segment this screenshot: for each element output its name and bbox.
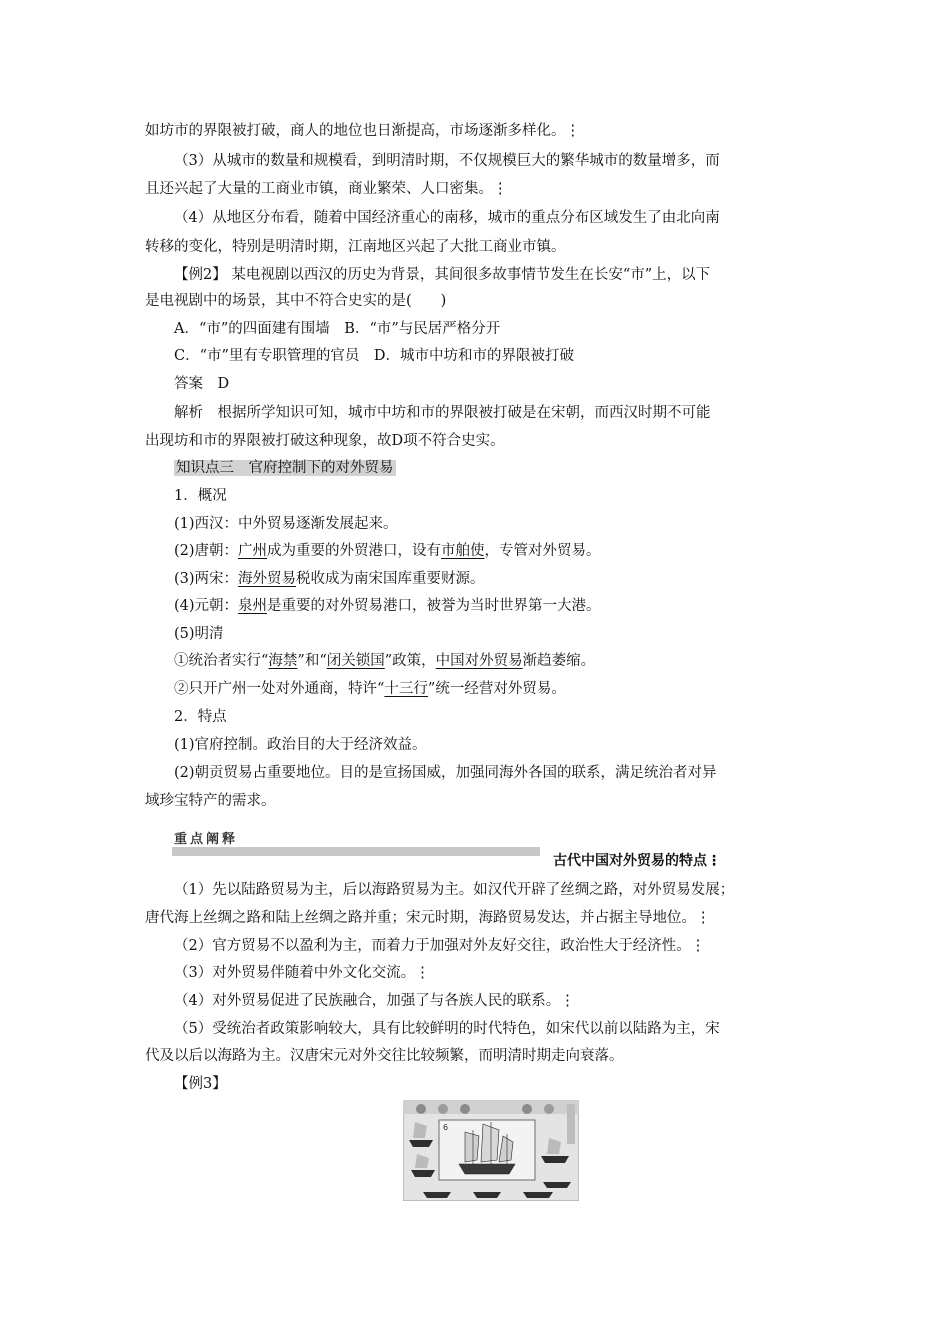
list-item: (1)官府控制。政治目的大于经济效益。 <box>174 737 427 753</box>
body-line: （3）从城市的数量和规模看，到明清时期，不仅规模巨大的繁华城市的数量增多，而 <box>174 153 720 169</box>
text: ②只开广州一处对外通商，特许“ <box>174 681 385 697</box>
analysis: 出现坊和市的界限被打破这种现象，故D项不符合史实。 <box>145 433 505 449</box>
body-line: （4）从地区分布看，随着中国经济重心的南移，城市的重点分布区域发生了由北向南 <box>174 210 720 226</box>
text: (3)两宋： <box>174 571 239 587</box>
key-point: 唐代海上丝绸之路和陆上丝绸之路并重；宋元时期，海路贸易发达，并占据主导地位。⋮ <box>145 910 711 926</box>
body-line: 转移的变化，特别是明清时期，江南地区兴起了大批工商业市镇。 <box>145 239 566 255</box>
option-ab: A．“市”的四面建有围墙 B．“市”与民居严格分开 <box>174 321 501 337</box>
underlined-term: 海禁 <box>268 653 298 669</box>
text: (4)元朝： <box>174 598 239 614</box>
svg-text:6: 6 <box>443 1123 449 1132</box>
text: ，专管对外贸易。 <box>484 543 601 559</box>
list-item <box>174 569 485 589</box>
list-item: (2)朝贡贸易占重要地位。目的是宣扬国威，加强同海外各国的联系，满足统治者对异 <box>174 765 717 781</box>
section-title <box>174 458 396 478</box>
analysis: 解析 根据所学知识可知，城市中坊和市的界限被打破是在宋朝，而西汉时期不可能 <box>174 405 711 421</box>
list-item <box>174 596 601 616</box>
text: ”和“ <box>297 653 327 669</box>
section-title-text: 知识点三 官府控制下的对外贸易 <box>176 460 394 476</box>
key-points-heading: 古代中国对外贸易的特点⋮ <box>553 853 721 869</box>
key-point: （1）先以陆路贸易为主，后以海路贸易为主。如汉代开辟了丝绸之路，对外贸易发展； <box>174 882 735 898</box>
body-line: 如坊市的界限被打破，商人的地位也日渐提高，市场逐渐多样化。⋮ <box>145 123 580 139</box>
divider-bar <box>172 847 540 856</box>
option-cd: C．“市”里有专职管理的官员 D．城市中坊和市的界限被打破 <box>174 348 575 364</box>
text: ”政策， <box>384 653 436 669</box>
list-item: (1)西汉：中外贸易逐渐发展起来。 <box>174 516 398 532</box>
underlined-term: 泉州 <box>238 598 268 614</box>
text: ①统治者实行“ <box>174 653 269 669</box>
stamp-ships-image <box>403 1100 579 1201</box>
underlined-term: 市舶使 <box>441 543 485 559</box>
underlined-term: 十三行 <box>384 681 428 697</box>
text: 成为重要的外贸港口，设有 <box>267 543 442 559</box>
subheading: 2．特点 <box>174 709 227 725</box>
text: 是重要的对外贸易港口，被誉为当时世界第一大港。 <box>267 598 601 614</box>
example-question: 是电视剧中的场景，其中不符合史实的是( ) <box>145 293 447 309</box>
key-point: （2）官方贸易不以盈利为主，而着力于加强对外友好交往，政治性大于经济性。⋮ <box>174 938 706 954</box>
list-item: 域珍宝特产的需求。 <box>145 793 276 809</box>
body-line: 且还兴起了大量的工商业市镇，商业繁荣、人口密集。⋮ <box>145 181 508 197</box>
text: (2)唐朝： <box>174 543 239 559</box>
text: 税收成为南宋国库重要财源。 <box>296 571 485 587</box>
list-item <box>174 679 566 699</box>
underlined-term: 广州 <box>238 543 268 559</box>
list-item <box>174 651 595 671</box>
key-points-label: 重点阐释 <box>174 832 239 847</box>
underlined-term: 海外贸易 <box>238 571 297 587</box>
text: 渐趋萎缩。 <box>522 653 596 669</box>
key-point: （3）对外贸易伴随着中外文化交流。⋮ <box>174 965 430 981</box>
key-point: 代及以后以海路为主。汉唐宋元对外交往比较频繁，而明清时期走向衰落。 <box>145 1048 624 1064</box>
underlined-term: 闭关锁国 <box>326 653 385 669</box>
underlined-term: 中国对外贸易 <box>435 653 523 669</box>
answer: 答案 D <box>174 376 230 392</box>
example-label: 【例3】 <box>174 1076 227 1092</box>
list-item <box>174 541 601 561</box>
key-point: （4）对外贸易促进了民族融合，加强了与各族人民的联系。⋮ <box>174 993 575 1009</box>
example-question: 【例2】 某电视剧以西汉的历史为背景，其间很多故事情节发生在长安“市”上，以下 <box>174 267 711 283</box>
list-item: (5)明清 <box>174 626 224 642</box>
text: ”统一经营对外贸易。 <box>427 681 566 697</box>
subheading: 1．概况 <box>174 488 227 504</box>
key-point: （5）受统治者政策影响较大，具有比较鲜明的时代特色，如宋代以前以陆路为主，宋 <box>174 1021 720 1037</box>
